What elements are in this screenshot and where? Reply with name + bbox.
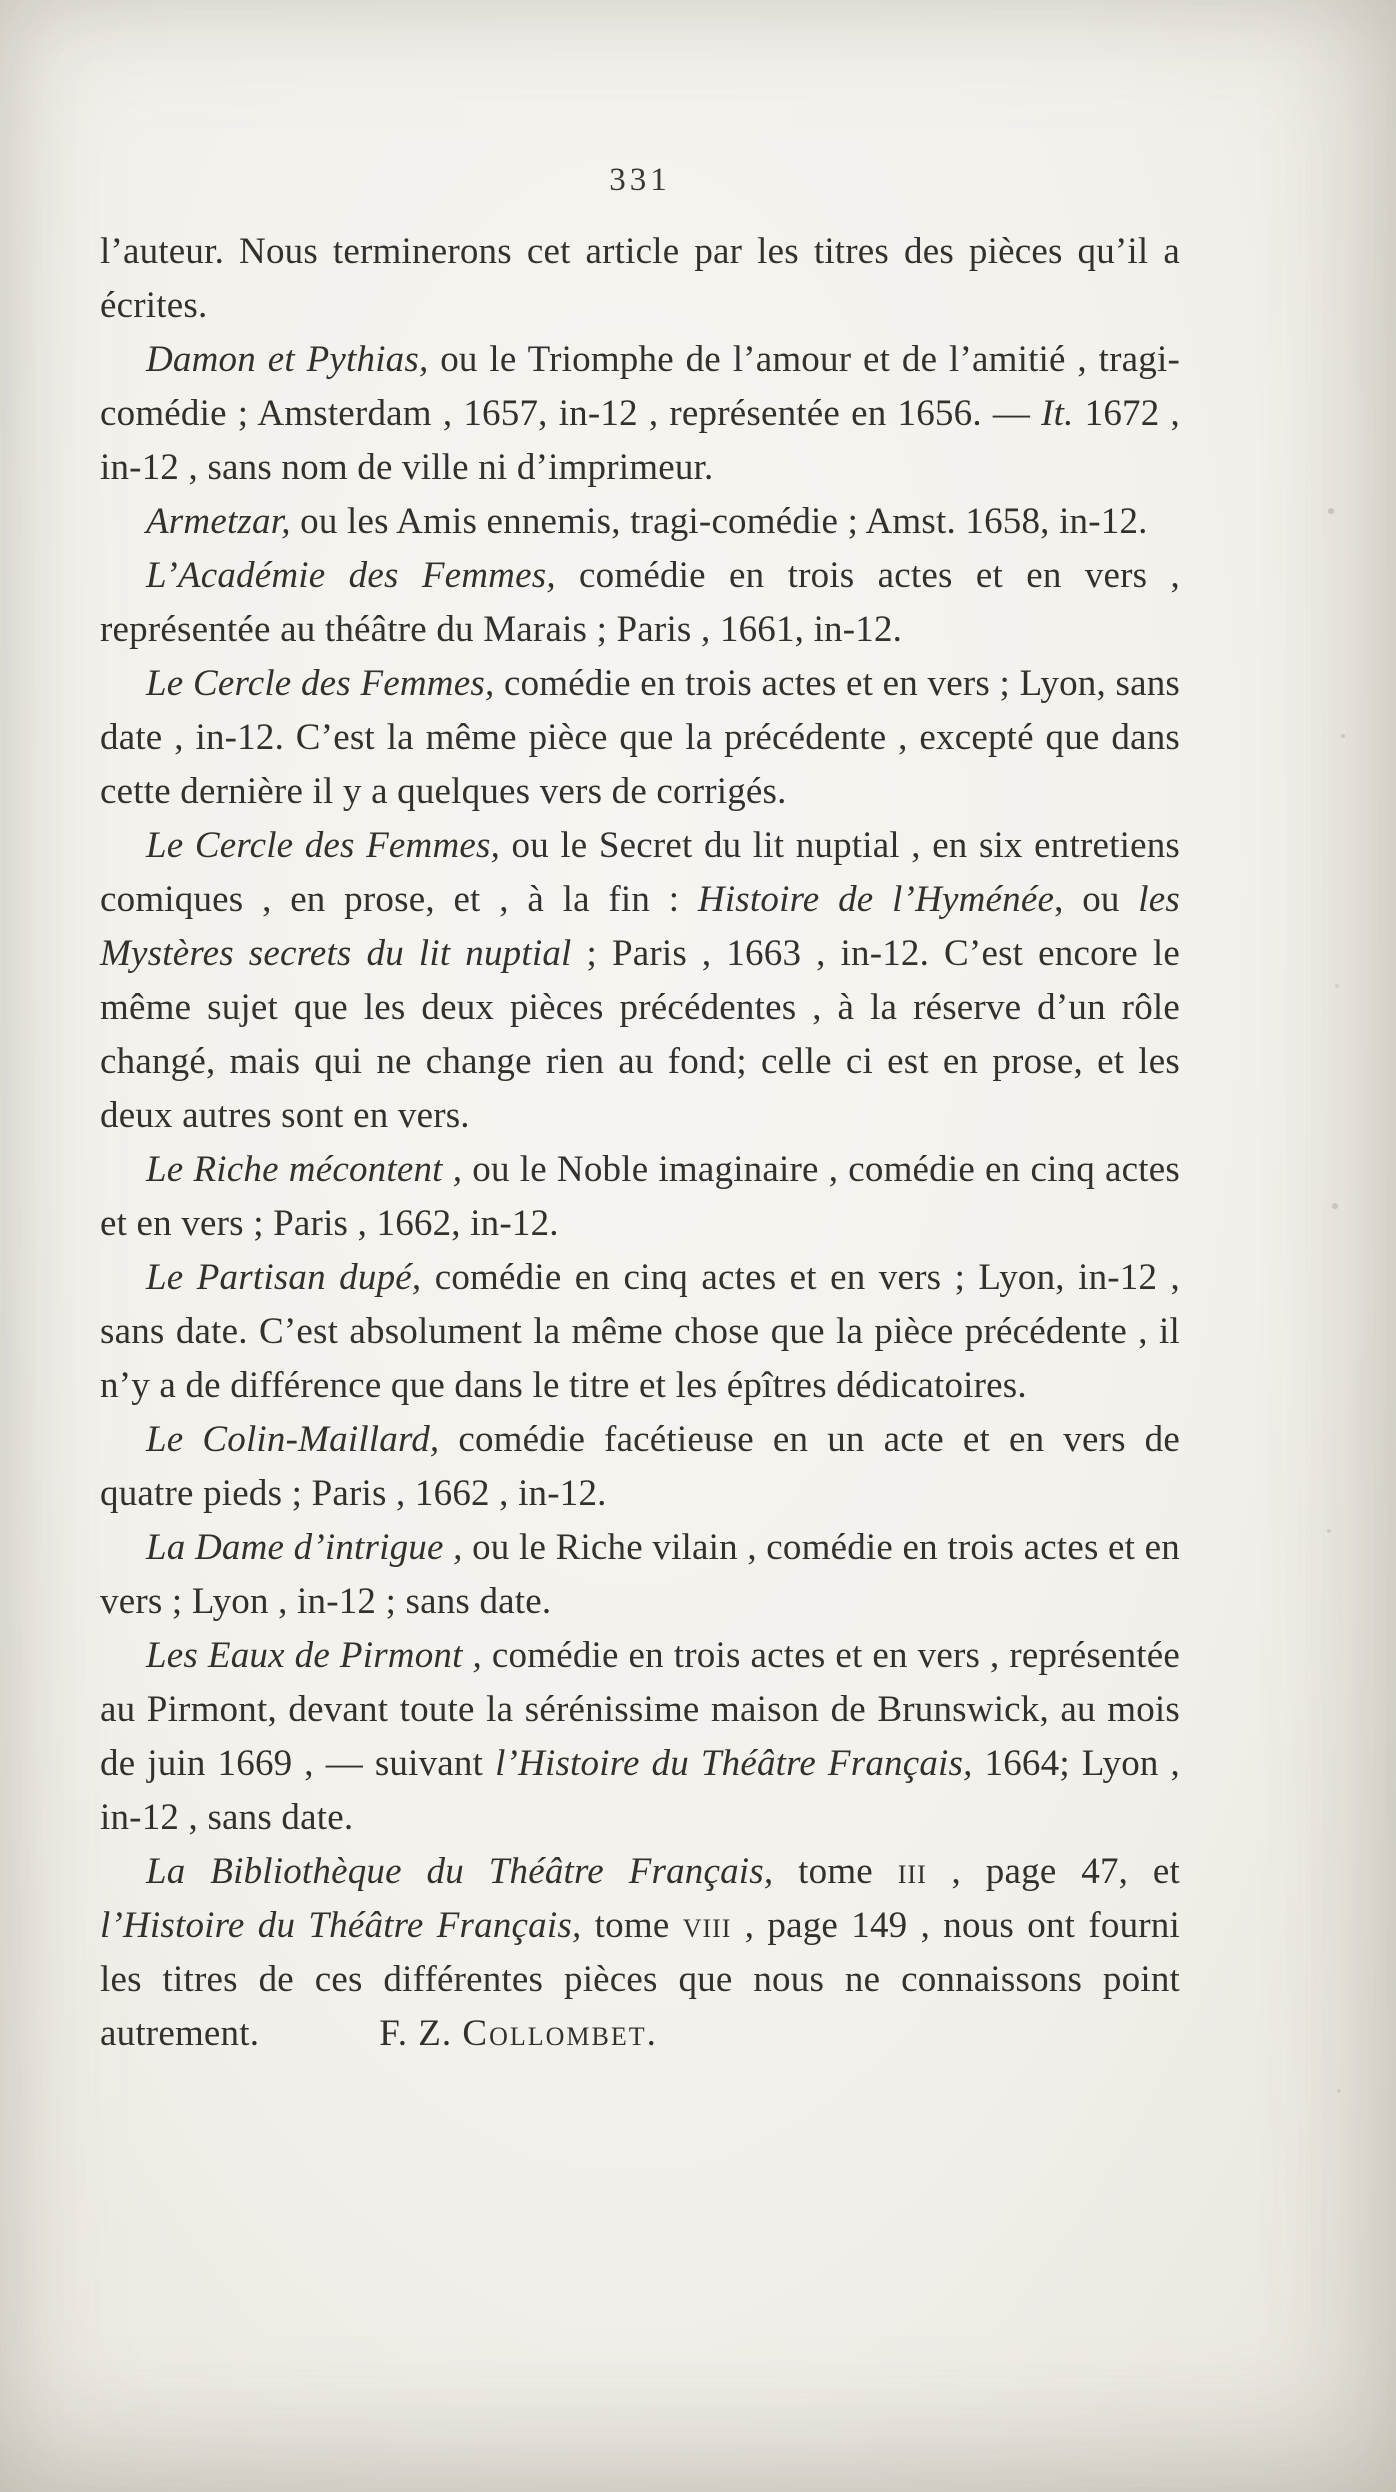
work-title: It. <box>1041 393 1074 434</box>
paragraph <box>100 1251 1180 1413</box>
paragraph <box>100 1845 1180 2061</box>
text-segment: , page 47, et <box>926 1851 1181 1892</box>
paragraph <box>100 657 1180 819</box>
work-title: La Dame d’intrigue , <box>146 1527 463 1568</box>
paragraph <box>100 549 1180 657</box>
text-segment: comédie facétieuse en un acte et en vers de quatre pieds ; Paris , 1662 , in-12. <box>100 1419 1180 1514</box>
text-segment: tome <box>773 1851 898 1892</box>
work-title: Les Eaux de Pirmont , <box>146 1635 482 1676</box>
text-segment: ou les Amis ennemis, tragi-comédie ; Amst. 1658, in-12. <box>290 501 1148 542</box>
text-segment: comédie en trois actes et en vers , représentée au Pirmont, devant toute la sérénissime maison de Brunswick, au mois de juin 1669 , — suivant <box>100 1635 1180 1784</box>
text-segment: 1672 , in-12 , sans nom de ville ni d’imprimeur. <box>100 393 1180 488</box>
work-title: Le Cercle des Femmes, <box>146 825 501 866</box>
paragraph <box>100 1521 1180 1629</box>
scanned-page <box>100 162 1180 2061</box>
work-title: Le Riche mécontent , <box>146 1149 463 1190</box>
paragraph <box>100 1629 1180 1845</box>
text-segment: iii <box>897 1851 927 1892</box>
text-segment: ou le Riche vilain , comédie en trois actes et en vers ; Lyon , in-12 ; sans date. <box>100 1527 1180 1622</box>
text-segment: , ou <box>1054 879 1139 920</box>
work-title: Armetzar, <box>146 501 291 542</box>
work-title: L’Académie des Femmes, <box>146 555 556 596</box>
work-title: les Mystères secrets du lit nuptial <box>100 879 1180 974</box>
text-segment: tome <box>581 1905 683 1946</box>
work-title: l’Histoire du Théâtre Français, <box>100 1905 582 1946</box>
text-block <box>100 225 1180 2061</box>
work-title: Le Colin-Maillard, <box>146 1419 440 1460</box>
paragraph <box>100 819 1180 1143</box>
work-title: Le Partisan dupé, <box>146 1257 422 1298</box>
paragraph <box>100 225 1180 333</box>
text-segment: ou le Secret du lit nuptial , en six entretiens comiques , en prose, et , à la fin : <box>100 825 1181 920</box>
text-segment: viii <box>682 1905 732 1946</box>
text-segment: 1664; Lyon , in-12 , sans date. <box>100 1743 1180 1838</box>
page-number: 331 <box>609 162 671 198</box>
text-segment: ou le Triomphe de l’amour et de l’amitié , tragi-comédie ; Amsterdam , 1657, in-12 , représentée en 1656. — <box>100 339 1180 434</box>
author-signature: F. Z. <box>379 2013 463 2054</box>
text-segment: ou le Noble imaginaire , comédie en cinq actes et en vers ; Paris , 1662, in-12. <box>100 1149 1180 1244</box>
paragraph <box>100 1143 1180 1251</box>
text-segment: l’auteur. Nous terminerons cet article par les titres des pièces qu’il a écrites. <box>100 231 1180 326</box>
paragraph <box>100 333 1180 495</box>
paragraph <box>100 1413 1180 1521</box>
text-segment: . <box>646 2013 657 2054</box>
work-title: Le Cercle des Femmes, <box>146 663 495 704</box>
work-title: La Bibliothèque du Théâtre Français, <box>146 1851 774 1892</box>
text-segment: comédie en cinq actes et en vers ; Lyon, in-12 , sans date. C’est absolument la même chose que la pièce précédente , il n’y a de différence que dans le titre et les épîtres dédicatoires. <box>100 1257 1181 1406</box>
scan-specks <box>0 0 2 2</box>
text-segment: comédie en trois actes et en vers ; Lyon, sans date , in-12. C’est la même pièce que la précédente , excepté que dans cette dernière il y a quelques vers de corrigés. <box>100 663 1180 812</box>
work-title: l’Histoire du Théâtre Français, <box>495 1743 973 1784</box>
work-title: Histoire de l’Hyménée <box>697 879 1055 920</box>
text-segment: comédie en trois actes et en vers , représentée au théâtre du Marais ; Paris , 1661, in-12. <box>100 555 1180 650</box>
text-segment: , page 149 , nous ont fourni les titres de ces différentes pièces que nous ne connaissons point autrement. <box>100 1905 1180 2054</box>
text-segment: ; Paris , 1663 , in-12. C’est encore le même sujet que les deux pièces précédentes , à la réserve d’un rôle changé, mais qui ne change rien au fond; celle ci est en prose, et les deux autres sont en vers. <box>100 933 1180 1136</box>
paragraph <box>100 495 1180 549</box>
work-title: Damon et Pythias, <box>146 339 429 380</box>
author-signature: Collombet <box>462 2013 647 2054</box>
